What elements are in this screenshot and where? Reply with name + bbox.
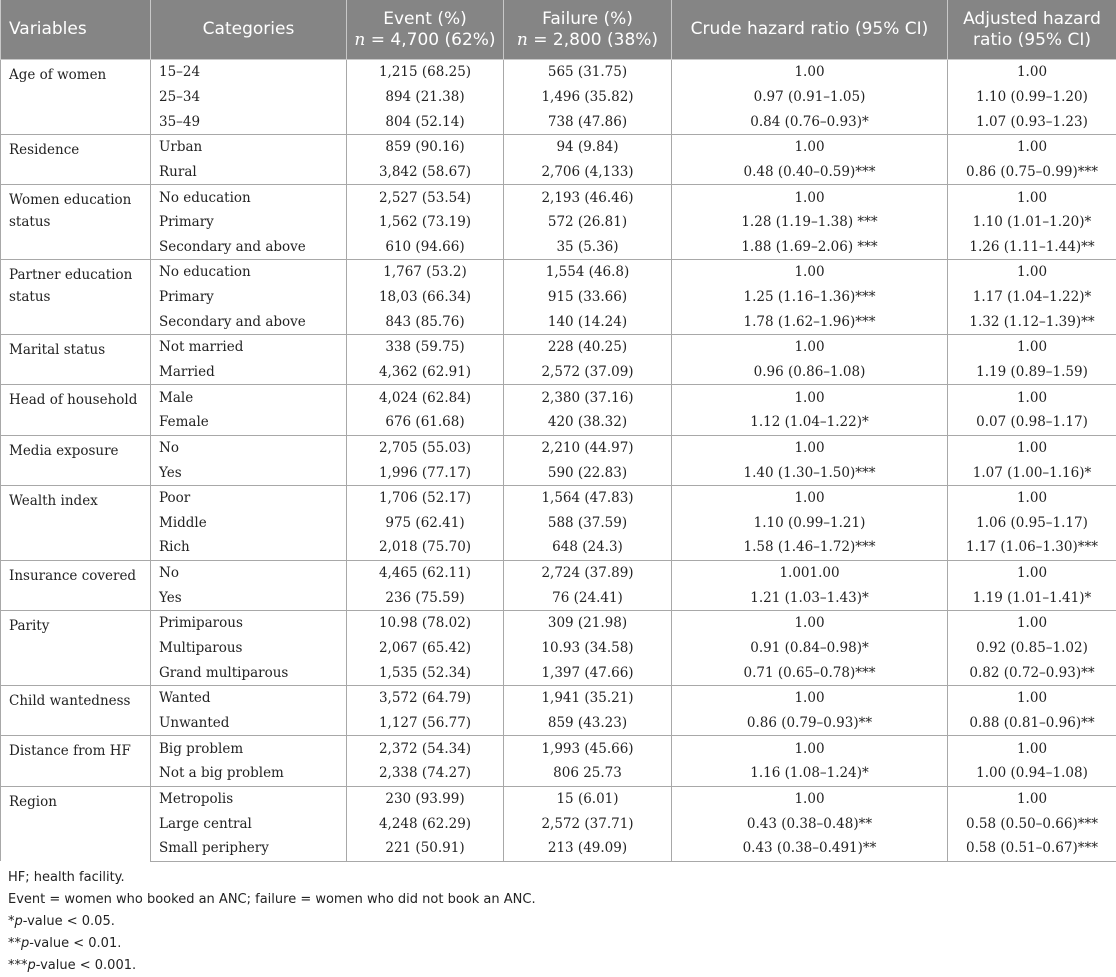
category-cell: Yes bbox=[151, 460, 347, 485]
category-cell: 15–24 bbox=[151, 60, 347, 85]
table-row bbox=[1, 285, 1116, 310]
category-cell: Not married bbox=[151, 335, 347, 360]
table-row bbox=[1, 410, 1116, 435]
table-body bbox=[1, 60, 1116, 862]
footnote-stars: *** bbox=[8, 958, 28, 973]
footnote-sig-0001 bbox=[8, 955, 536, 977]
failure-cell: 2,724 (37.89) bbox=[504, 560, 672, 585]
header-failure-label: Failure (%) bbox=[510, 9, 665, 30]
crude-cell: 1.40 (1.30–1.50)*** bbox=[672, 460, 948, 485]
failure-cell: 2,210 (44.97) bbox=[504, 435, 672, 460]
category-cell: Metropolis bbox=[151, 786, 347, 811]
adjusted-cell: 1.00 bbox=[948, 185, 1116, 210]
crude-cell: 1.00 bbox=[672, 611, 948, 636]
footnote-p: p bbox=[28, 958, 36, 973]
event-cell: 221 (50.91) bbox=[347, 836, 504, 861]
failure-cell: 648 (24.3) bbox=[504, 535, 672, 560]
header-event-n-label: n bbox=[354, 30, 365, 50]
crude-cell: 1.00 bbox=[672, 435, 948, 460]
failure-cell: 2,572 (37.09) bbox=[504, 360, 672, 385]
variable-cell: Parity bbox=[1, 611, 151, 686]
footnote-threshold: -value < 0.001. bbox=[36, 958, 136, 973]
crude-cell: 1.12 (1.04–1.22)* bbox=[672, 410, 948, 435]
table-row bbox=[1, 660, 1116, 685]
header-failure-n-value: = 2,800 (38%) bbox=[528, 30, 658, 50]
event-cell: 1,127 (56.77) bbox=[347, 711, 504, 736]
header-categories: Categories bbox=[151, 0, 347, 60]
crude-cell: 0.86 (0.79–0.93)** bbox=[672, 711, 948, 736]
crude-cell: 1.58 (1.46–1.72)*** bbox=[672, 535, 948, 560]
adjusted-cell: 0.92 (0.85–1.02) bbox=[948, 636, 1116, 661]
event-cell: 3,842 (58.67) bbox=[347, 160, 504, 185]
table-row bbox=[1, 535, 1116, 560]
failure-cell: 1,993 (45.66) bbox=[504, 736, 672, 761]
crude-cell: 1.16 (1.08–1.24)* bbox=[672, 761, 948, 786]
variable-cell: Age of women bbox=[1, 60, 151, 135]
crude-cell: 1.78 (1.62–1.96)*** bbox=[672, 309, 948, 334]
table-row bbox=[1, 435, 1116, 460]
adjusted-cell: 0.58 (0.50–0.66)*** bbox=[948, 811, 1116, 836]
failure-cell: 1,496 (35.82) bbox=[504, 85, 672, 110]
table-row bbox=[1, 234, 1116, 259]
adjusted-cell: 1.26 (1.11–1.44)** bbox=[948, 234, 1116, 259]
table-row bbox=[1, 585, 1116, 610]
variable-cell: Women education status bbox=[1, 185, 151, 260]
table-row bbox=[1, 511, 1116, 536]
adjusted-cell: 1.00 bbox=[948, 611, 1116, 636]
table-row bbox=[1, 736, 1116, 761]
category-cell: Urban bbox=[151, 134, 347, 159]
event-cell: 338 (59.75) bbox=[347, 335, 504, 360]
event-cell: 1,562 (73.19) bbox=[347, 210, 504, 235]
category-cell: Grand multiparous bbox=[151, 660, 347, 685]
event-cell: 2,338 (74.27) bbox=[347, 761, 504, 786]
category-cell: Rich bbox=[151, 535, 347, 560]
crude-cell: 0.71 (0.65–0.78)*** bbox=[672, 660, 948, 685]
header-variables: Variables bbox=[1, 0, 151, 60]
table-row bbox=[1, 460, 1116, 485]
category-cell: No education bbox=[151, 260, 347, 285]
crude-cell: 0.84 (0.76–0.93)* bbox=[672, 109, 948, 134]
table-row bbox=[1, 335, 1116, 360]
category-cell: Primiparous bbox=[151, 611, 347, 636]
event-cell: 1,767 (53.2) bbox=[347, 260, 504, 285]
footnote-stars: ** bbox=[8, 936, 21, 951]
table-row bbox=[1, 60, 1116, 85]
crude-cell: 1.00 bbox=[672, 686, 948, 711]
adjusted-cell: 0.86 (0.75–0.99)*** bbox=[948, 160, 1116, 185]
failure-cell: 2,380 (37.16) bbox=[504, 385, 672, 410]
variable-cell: Wealth index bbox=[1, 485, 151, 560]
crude-cell: 1.00 bbox=[672, 335, 948, 360]
failure-cell: 76 (24.41) bbox=[504, 585, 672, 610]
table-row bbox=[1, 560, 1116, 585]
adjusted-cell: 0.58 (0.51–0.67)*** bbox=[948, 836, 1116, 861]
footnote-stars: * bbox=[8, 914, 15, 929]
header-event-label: Event (%) bbox=[353, 9, 497, 30]
adjusted-cell: 1.17 (1.06–1.30)*** bbox=[948, 535, 1116, 560]
variable-cell: Child wantedness bbox=[1, 686, 151, 736]
failure-cell: 140 (14.24) bbox=[504, 309, 672, 334]
table-row bbox=[1, 811, 1116, 836]
failure-cell: 2,193 (46.46) bbox=[504, 185, 672, 210]
failure-cell: 1,397 (47.66) bbox=[504, 660, 672, 685]
adjusted-cell: 0.07 (0.98–1.17) bbox=[948, 410, 1116, 435]
variable-cell: Partner education status bbox=[1, 260, 151, 335]
adjusted-cell: 1.07 (0.93–1.23) bbox=[948, 109, 1116, 134]
failure-cell: 915 (33.66) bbox=[504, 285, 672, 310]
crude-cell: 1.00 bbox=[672, 185, 948, 210]
adjusted-cell: 1.10 (0.99–1.20) bbox=[948, 85, 1116, 110]
table-row bbox=[1, 786, 1116, 811]
event-cell: 1,535 (52.34) bbox=[347, 660, 504, 685]
category-cell: No education bbox=[151, 185, 347, 210]
footnote-sig-005 bbox=[8, 911, 536, 933]
adjusted-cell: 1.00 bbox=[948, 686, 1116, 711]
variable-cell: Marital status bbox=[1, 335, 151, 385]
failure-cell: 15 (6.01) bbox=[504, 786, 672, 811]
table-row bbox=[1, 185, 1116, 210]
category-cell: 35–49 bbox=[151, 109, 347, 134]
adjusted-cell: 1.19 (0.89–1.59) bbox=[948, 360, 1116, 385]
crude-cell: 0.48 (0.40–0.59)*** bbox=[672, 160, 948, 185]
adjusted-cell: 0.88 (0.81–0.96)** bbox=[948, 711, 1116, 736]
failure-cell: 590 (22.83) bbox=[504, 460, 672, 485]
crude-cell: 1.00 bbox=[672, 786, 948, 811]
table-row bbox=[1, 611, 1116, 636]
category-cell: Secondary and above bbox=[151, 234, 347, 259]
category-cell: Poor bbox=[151, 485, 347, 510]
adjusted-cell: 1.10 (1.01–1.20)* bbox=[948, 210, 1116, 235]
failure-cell: 1,941 (35.21) bbox=[504, 686, 672, 711]
event-cell: 894 (21.38) bbox=[347, 85, 504, 110]
adjusted-cell: 1.00 bbox=[948, 560, 1116, 585]
variable-cell: Distance from HF bbox=[1, 736, 151, 786]
failure-cell: 806 25.73 bbox=[504, 761, 672, 786]
failure-cell: 572 (26.81) bbox=[504, 210, 672, 235]
category-cell: Yes bbox=[151, 585, 347, 610]
event-cell: 804 (52.14) bbox=[347, 109, 504, 134]
failure-cell: 859 (43.23) bbox=[504, 711, 672, 736]
crude-cell: 1.88 (1.69–2.06) *** bbox=[672, 234, 948, 259]
adjusted-cell: 1.07 (1.00–1.16)* bbox=[948, 460, 1116, 485]
table-row bbox=[1, 109, 1116, 134]
table-row bbox=[1, 260, 1116, 285]
category-cell: Large central bbox=[151, 811, 347, 836]
crude-cell: 1.10 (0.99–1.21) bbox=[672, 511, 948, 536]
event-cell: 230 (93.99) bbox=[347, 786, 504, 811]
crude-cell: 1.00 bbox=[672, 260, 948, 285]
failure-cell: 420 (38.32) bbox=[504, 410, 672, 435]
variable-cell: Region bbox=[1, 786, 151, 861]
category-cell: Rural bbox=[151, 160, 347, 185]
category-cell: Unwanted bbox=[151, 711, 347, 736]
table-row bbox=[1, 485, 1116, 510]
category-cell: Multiparous bbox=[151, 636, 347, 661]
event-cell: 2,372 (54.34) bbox=[347, 736, 504, 761]
table-row bbox=[1, 360, 1116, 385]
category-cell: Middle bbox=[151, 511, 347, 536]
crude-cell: 0.43 (0.38–0.491)** bbox=[672, 836, 948, 861]
event-cell: 1,706 (52.17) bbox=[347, 485, 504, 510]
failure-cell: 1,554 (46.8) bbox=[504, 260, 672, 285]
failure-cell: 213 (49.09) bbox=[504, 836, 672, 861]
event-cell: 4,465 (62.11) bbox=[347, 560, 504, 585]
event-cell: 2,705 (55.03) bbox=[347, 435, 504, 460]
footnote-p: p bbox=[21, 936, 29, 951]
failure-cell: 1,564 (47.83) bbox=[504, 485, 672, 510]
category-cell: Married bbox=[151, 360, 347, 385]
table-row bbox=[1, 85, 1116, 110]
event-cell: 843 (85.76) bbox=[347, 309, 504, 334]
table-row bbox=[1, 309, 1116, 334]
header-failure bbox=[504, 0, 672, 60]
event-cell: 1,215 (68.25) bbox=[347, 60, 504, 85]
failure-cell: 228 (40.25) bbox=[504, 335, 672, 360]
table-row bbox=[1, 636, 1116, 661]
category-cell: Female bbox=[151, 410, 347, 435]
failure-cell: 565 (31.75) bbox=[504, 60, 672, 85]
header-failure-n bbox=[510, 30, 665, 51]
adjusted-cell: 1.00 (0.94–1.08) bbox=[948, 761, 1116, 786]
footnote-sig-001 bbox=[8, 933, 536, 955]
event-cell: 2,067 (65.42) bbox=[347, 636, 504, 661]
crude-cell: 1.00 bbox=[672, 134, 948, 159]
variable-cell: Head of household bbox=[1, 385, 151, 435]
header-event-n-value: = 4,700 (62%) bbox=[365, 30, 495, 50]
table-footnotes bbox=[8, 867, 536, 977]
crude-cell: 0.97 (0.91–1.05) bbox=[672, 85, 948, 110]
footnote-hf: HF; health facility. bbox=[8, 867, 536, 889]
adjusted-cell: 1.00 bbox=[948, 736, 1116, 761]
event-cell: 610 (94.66) bbox=[347, 234, 504, 259]
header-failure-n-label: n bbox=[517, 30, 528, 50]
crude-cell: 1.21 (1.03–1.43)* bbox=[672, 585, 948, 610]
adjusted-cell: 0.82 (0.72–0.93)** bbox=[948, 660, 1116, 685]
crude-cell: 1.00 bbox=[672, 736, 948, 761]
adjusted-cell: 1.00 bbox=[948, 134, 1116, 159]
adjusted-cell: 1.00 bbox=[948, 385, 1116, 410]
header-event bbox=[347, 0, 504, 60]
table-row bbox=[1, 134, 1116, 159]
adjusted-cell: 1.00 bbox=[948, 335, 1116, 360]
table-row bbox=[1, 711, 1116, 736]
event-cell: 975 (62.41) bbox=[347, 511, 504, 536]
category-cell: No bbox=[151, 560, 347, 585]
failure-cell: 35 (5.36) bbox=[504, 234, 672, 259]
crude-cell: 1.25 (1.16–1.36)*** bbox=[672, 285, 948, 310]
adjusted-cell: 1.00 bbox=[948, 435, 1116, 460]
failure-cell: 2,572 (37.71) bbox=[504, 811, 672, 836]
crude-cell: 0.91 (0.84–0.98)* bbox=[672, 636, 948, 661]
crude-cell: 1.00 bbox=[672, 385, 948, 410]
category-cell: No bbox=[151, 435, 347, 460]
event-cell: 4,248 (62.29) bbox=[347, 811, 504, 836]
adjusted-cell: 1.00 bbox=[948, 60, 1116, 85]
event-cell: 859 (90.16) bbox=[347, 134, 504, 159]
crude-cell: 0.43 (0.38–0.48)** bbox=[672, 811, 948, 836]
event-cell: 1,996 (77.17) bbox=[347, 460, 504, 485]
footnote-threshold: -value < 0.01. bbox=[29, 936, 121, 951]
crude-cell: 1.28 (1.19–1.38) *** bbox=[672, 210, 948, 235]
failure-cell: 738 (47.86) bbox=[504, 109, 672, 134]
event-cell: 4,362 (62.91) bbox=[347, 360, 504, 385]
category-cell: Primary bbox=[151, 210, 347, 235]
event-cell: 4,024 (62.84) bbox=[347, 385, 504, 410]
event-cell: 10.98 (78.02) bbox=[347, 611, 504, 636]
header-crude-hr: Crude hazard ratio (95% CI) bbox=[672, 0, 948, 60]
category-cell: Male bbox=[151, 385, 347, 410]
variable-cell: Insurance covered bbox=[1, 560, 151, 610]
header-adjusted-hr: Adjusted hazard ratio (95% CI) bbox=[948, 0, 1116, 60]
adjusted-cell: 1.00 bbox=[948, 260, 1116, 285]
crude-cell: 0.96 (0.86–1.08) bbox=[672, 360, 948, 385]
event-cell: 3,572 (64.79) bbox=[347, 686, 504, 711]
category-cell: Big problem bbox=[151, 736, 347, 761]
failure-cell: 2,706 (4,133) bbox=[504, 160, 672, 185]
table-row bbox=[1, 686, 1116, 711]
header-event-n bbox=[353, 30, 497, 51]
table-row bbox=[1, 761, 1116, 786]
failure-cell: 94 (9.84) bbox=[504, 134, 672, 159]
crude-cell: 1.001.00 bbox=[672, 560, 948, 585]
footnote-event-definition: Event = women who booked an ANC; failure = women who did not book an ANC. bbox=[8, 889, 536, 911]
crude-cell: 1.00 bbox=[672, 485, 948, 510]
adjusted-cell: 1.00 bbox=[948, 485, 1116, 510]
category-cell: Small periphery bbox=[151, 836, 347, 861]
footnote-p: p bbox=[15, 914, 23, 929]
failure-cell: 588 (37.59) bbox=[504, 511, 672, 536]
table-header-row bbox=[1, 0, 1116, 60]
footnote-threshold: -value < 0.05. bbox=[23, 914, 115, 929]
variable-cell: Residence bbox=[1, 134, 151, 184]
table-row bbox=[1, 160, 1116, 185]
category-cell: Not a big problem bbox=[151, 761, 347, 786]
table-row bbox=[1, 836, 1116, 861]
table-row bbox=[1, 385, 1116, 410]
adjusted-cell: 1.06 (0.95–1.17) bbox=[948, 511, 1116, 536]
failure-cell: 10.93 (34.58) bbox=[504, 636, 672, 661]
event-cell: 18,03 (66.34) bbox=[347, 285, 504, 310]
failure-cell: 309 (21.98) bbox=[504, 611, 672, 636]
adjusted-cell: 1.00 bbox=[948, 786, 1116, 811]
adjusted-cell: 1.32 (1.12–1.39)** bbox=[948, 309, 1116, 334]
category-cell: 25–34 bbox=[151, 85, 347, 110]
table-row bbox=[1, 210, 1116, 235]
event-cell: 2,018 (75.70) bbox=[347, 535, 504, 560]
variable-cell: Media exposure bbox=[1, 435, 151, 485]
event-cell: 236 (75.59) bbox=[347, 585, 504, 610]
crude-cell: 1.00 bbox=[672, 60, 948, 85]
category-cell: Primary bbox=[151, 285, 347, 310]
category-cell: Secondary and above bbox=[151, 309, 347, 334]
event-cell: 676 (61.68) bbox=[347, 410, 504, 435]
adjusted-cell: 1.19 (1.01–1.41)* bbox=[948, 585, 1116, 610]
adjusted-cell: 1.17 (1.04–1.22)* bbox=[948, 285, 1116, 310]
event-cell: 2,527 (53.54) bbox=[347, 185, 504, 210]
category-cell: Wanted bbox=[151, 686, 347, 711]
